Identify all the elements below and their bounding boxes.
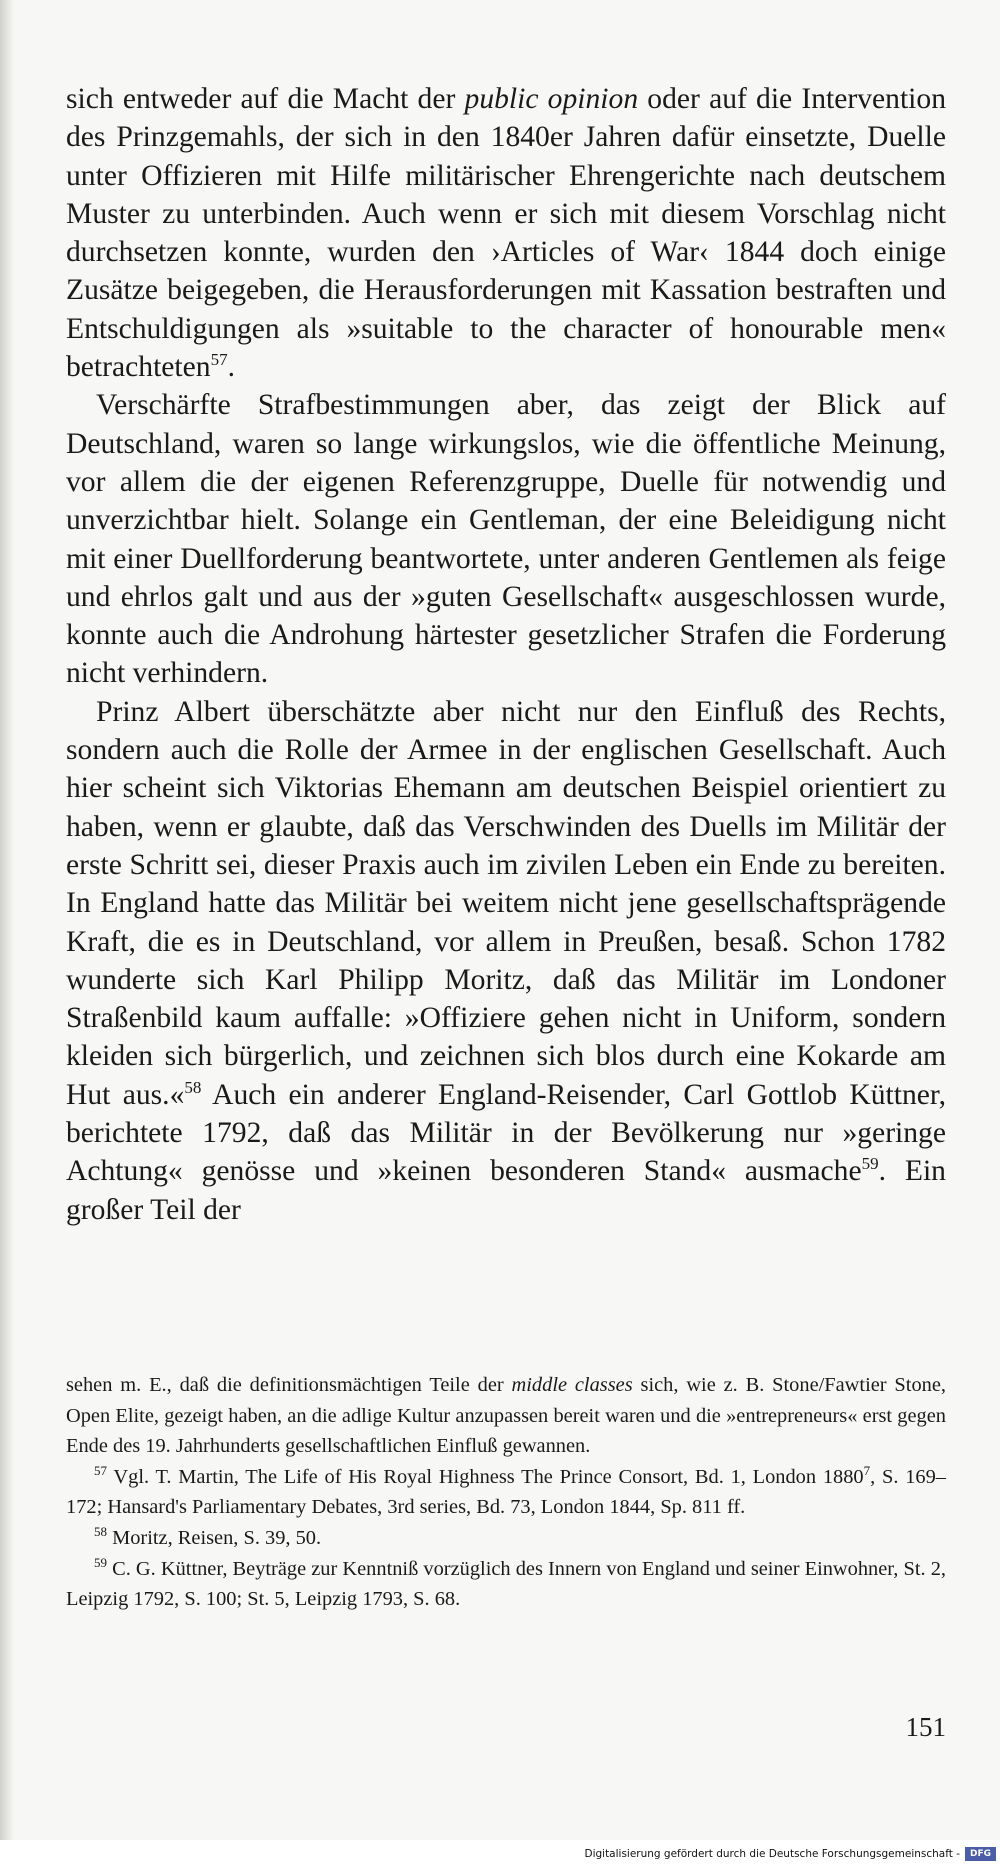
paragraph-1: sich entweder auf die Macht der public opinion oder auf die Intervention des Prinzgemahls, der sich in den 1840er Jahren dafür einsetzte, Duelle unter Offizieren mit Hilfe militärischer Ehrengerichte nach deutschem Muster zu unterbinden. Auch wenn er sich mit diesem Vorschlag nicht durchsetzen konnte, wurden den ›Articles of War‹ 1844 doch einige Zusätze beigegeben, die Herausforderungen mit Kassation bestraften und Entschuldigungen als »suitable to the character of honourable men« betrachteten$^{57}$.	[66, 83, 946, 384]
footnote-ref-59[interactable]: 59	[861, 1154, 879, 1174]
paragraph-2: Verschärfte Strafbestimmungen aber, das zeigt der Blick auf Deutschland, waren so lange wirkungslos, wie die öffentliche Meinung, vor allem die der eigenen Referenzgruppe, Duelle für notwendig und unverzichtbar hielt. Solange ein Gentleman, der eine Beleidigung nicht mit einer Duellforderung beantwortete, unter anderen Gentlemen als feige und ehrlos galt und aus der »guten Gesellschaft« ausgeschlossen wurde, konnte auch die Androhung härtester gesetzlicher Strafen die Forderung nicht verhindern.	[66, 389, 946, 690]
edition-superscript: 7	[863, 1462, 871, 1478]
italic-term-middle-classes: middle classes	[511, 1374, 633, 1396]
footnote-continuation: sehen m. E., daß die definitionsmächtigen Teile der middle classes sich, wie z. B. Stone/Fawtier Stone, Open Elite, gezeigt haben, an die adlige Kultur anzupassen bereit waren und die »entrepreneurs« erst gegen Ende des 19. Jahrhunderts gesellschaftlichen Einfluß gewannen.	[66, 1374, 946, 1458]
footer-bar	[0, 1840, 1000, 1866]
main-text	[66, 80, 946, 1229]
footnote-number: 59	[94, 1554, 107, 1570]
footnotes	[66, 1370, 946, 1615]
page-number: 151	[905, 1712, 946, 1742]
footnote-ref-57[interactable]: 57	[210, 350, 228, 370]
footnote-number: 57	[94, 1462, 107, 1478]
footnote-57: $^{57}$ Vgl. T. Martin, The Life of His Royal Highness The Prince Consort, Bd. 1, London 1880$^7$, S. 169–172; Hansard's Parliamentary Debates, 3rd series, Bd. 73, London 1844, Sp. 811 ff.	[66, 1462, 947, 1519]
italic-term-public-opinion: public opinion	[464, 83, 639, 115]
footnote-58: $^{58}$ Moritz, Reisen, S. 39, 50.	[94, 1524, 322, 1549]
digitization-credit: Digitalisierung gefördert durch die Deutsche Forschungsgemeinschaft -	[584, 1848, 960, 1860]
footnote-ref-58[interactable]: 58	[184, 1077, 202, 1097]
dfg-logo: DFG	[965, 1847, 996, 1861]
paragraph-3: Prinz Albert überschätzte aber nicht nur den Einfluß des Rechts, sondern auch die Rolle der Armee in der englischen Gesellschaft. Auch hier scheint sich Viktorias Ehemann am deutschen Beispiel orientiert zu haben, wenn er glaubte, daß das Verschwinden des Duells im Militär der erste Schritt sei, dieser Praxis auch im zivilen Leben ein Ende zu bereiten. In England hatte das Militär bei weitem nicht jene gesellschaftsprägende Kraft, die es in Deutschland, vor allem in Preußen, besaß. Schon 1782 wunderte sich Karl Philipp Moritz, daß das Militär im Londoner Straßenbild kaum auffalle: »Offiziere gehen nicht in Uniform, sondern kleiden sich bürgerlich, und zeichnen sich blos durch eine Kokarde am Hut aus.«$^{58}$ Auch ein anderer England-Reisender, Carl Gottlob Küttner, berichtete 1792, daß das Militär in der Bevölkerung nur »geringe Achtung« genösse und »keinen besonderen Stand« ausmache$^{59}$. Ein großer Teil der	[66, 695, 947, 1226]
footnote-59: $^{59}$ C. G. Küttner, Beyträge zur Kenntniß vorzüglich des Innern von England und seiner Einwohner, St. 2, Leipzig 1792, S. 100; St. 5, Leipzig 1793, S. 68.	[66, 1554, 946, 1611]
page-edge-shadow	[0, 0, 14, 1866]
footnote-number: 58	[94, 1524, 107, 1540]
